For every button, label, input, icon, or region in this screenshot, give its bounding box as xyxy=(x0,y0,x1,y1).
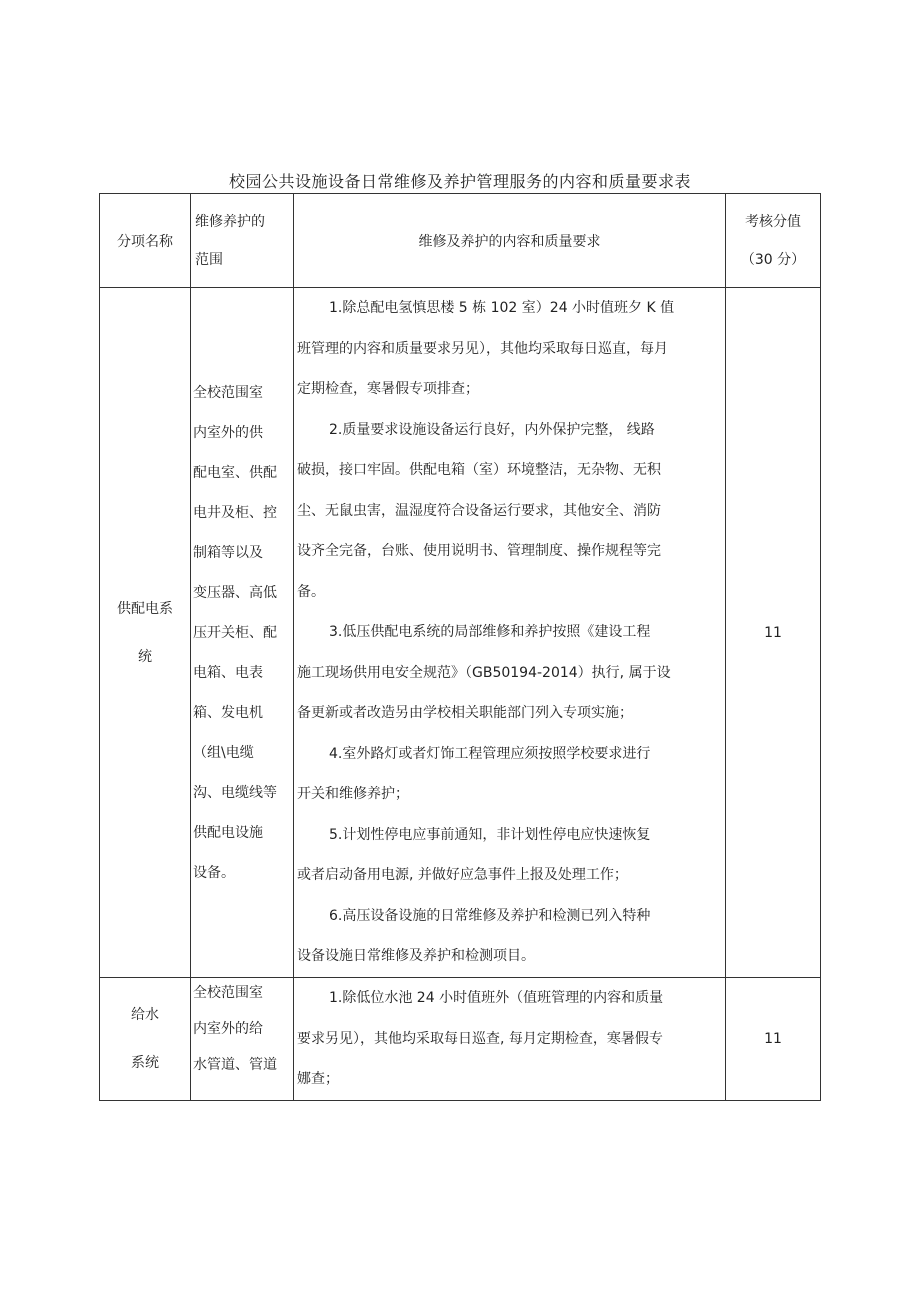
requirement-line: 2.质量要求设施设备运行良好，内外保护完整， 线路 xyxy=(329,421,655,438)
item-requirements xyxy=(294,978,726,1101)
requirement-line: 施工现场供用电安全规范》（GB50194-2014）执行, 属于设 xyxy=(297,664,671,681)
scope-line: 制箱等以及 xyxy=(193,544,263,561)
scope-line: 配电室、供配 xyxy=(193,464,277,481)
requirement-line: 设齐全完备，台账、使用说明书、管理制度、操作规程等完 xyxy=(297,543,661,559)
requirement-line: 1.除低位水池 24 小时值班外（值班管理的内容和质量 xyxy=(329,990,664,1006)
header-score-line2: （30 分） xyxy=(740,251,806,268)
scope-line: 变压器、高低 xyxy=(193,584,277,601)
header-requirements: 维修及养护的内容和质量要求 xyxy=(294,194,726,288)
requirement-line: 设备设施日常维修及养护和检测项目。 xyxy=(297,948,535,964)
item-name-line: 统 xyxy=(138,648,152,665)
requirement-line: 1.除总配电氢慎思楼 5 栋 102 室）24 小时值班夕 K 值 xyxy=(329,300,675,316)
header-score-line1: 考核分值 xyxy=(745,213,801,230)
scope-line: （组\电缆 xyxy=(193,744,254,761)
table-row xyxy=(100,978,821,1101)
item-name-line: 系统 xyxy=(131,1055,159,1071)
header-scope-line2: 范围 xyxy=(195,251,223,268)
scope-line: 箱、发电机 xyxy=(193,704,263,721)
requirement-line: 开关和维修养护； xyxy=(297,786,409,802)
header-item-name: 分项名称 xyxy=(100,194,191,288)
scope-line: 内室外的供 xyxy=(193,424,263,441)
scope-line: 沟、电缆线等 xyxy=(193,784,277,801)
requirement-line: 6.高压设备设施的日常维修及养护和检测已列入特种 xyxy=(329,907,651,924)
scope-line: 电井及柜、控 xyxy=(193,504,277,521)
scope-line: 内室外的给 xyxy=(193,1021,263,1037)
scope-line: 全校范围室 xyxy=(193,384,263,401)
item-scope xyxy=(191,978,294,1101)
scope-line: 设备。 xyxy=(193,864,235,881)
requirement-line: 尘、无鼠虫害，温湿度符合设备运行要求，其他安全、消防 xyxy=(297,502,661,519)
item-name-line: 供配电系 xyxy=(117,600,173,617)
table-title: 校园公共设施设备日常维修及养护管理服务的内容和质量要求表 xyxy=(228,172,691,191)
requirement-line: 5.计划性停电应事前通知，非计划性停电应快速恢复 xyxy=(329,826,651,843)
header-score xyxy=(726,194,821,288)
header-scope-line1: 维修养护的 xyxy=(195,213,265,230)
scope-line: 全校范围室 xyxy=(193,985,263,1001)
item-name-line: 给水 xyxy=(131,1007,159,1023)
item-name xyxy=(100,978,191,1101)
requirement-line: 破损，接口牢固。供配电箱（室）环境整洁，无杂物、无积 xyxy=(297,462,661,478)
item-score: 11 xyxy=(726,978,821,1101)
header-scope xyxy=(191,194,294,288)
requirement-line: 班管理的内容和质量要求另见），其他均采取每日巡直，每月 xyxy=(297,340,668,357)
requirement-line: 或者启动备用电源, 并做好应急事件上报及处理工作； xyxy=(297,867,628,883)
table-header-row xyxy=(100,194,821,288)
item-score: 11 xyxy=(726,288,821,978)
scope-line: 压开关柜、配 xyxy=(193,624,277,641)
requirement-line: 4.室外路灯或者灯饰工程管理应须按照学校要求进行 xyxy=(329,745,651,762)
scope-line: 供配电设施 xyxy=(193,824,263,841)
requirement-line: 要求另见），其他均采取每日巡查, 每月定期检查，寒暑假专 xyxy=(297,1030,663,1047)
item-scope xyxy=(191,288,294,978)
requirement-line: 定期检查，寒暑假专项排查； xyxy=(297,381,479,397)
table-row xyxy=(100,288,821,978)
requirement-line: 备。 xyxy=(297,583,325,600)
requirement-line: 娜查； xyxy=(297,1071,339,1087)
requirement-line: 备更新或者改造另由学校相关职能部门列入专项实施； xyxy=(297,705,633,721)
item-name xyxy=(100,288,191,978)
requirement-line: 3.低压供配电系统的局部维修和养护按照《建设工程 xyxy=(329,624,651,640)
requirements-table xyxy=(99,193,821,1101)
scope-line: 水管道、管道 xyxy=(193,1057,277,1073)
item-requirements xyxy=(294,288,726,978)
scope-line: 电箱、电表 xyxy=(193,664,263,681)
